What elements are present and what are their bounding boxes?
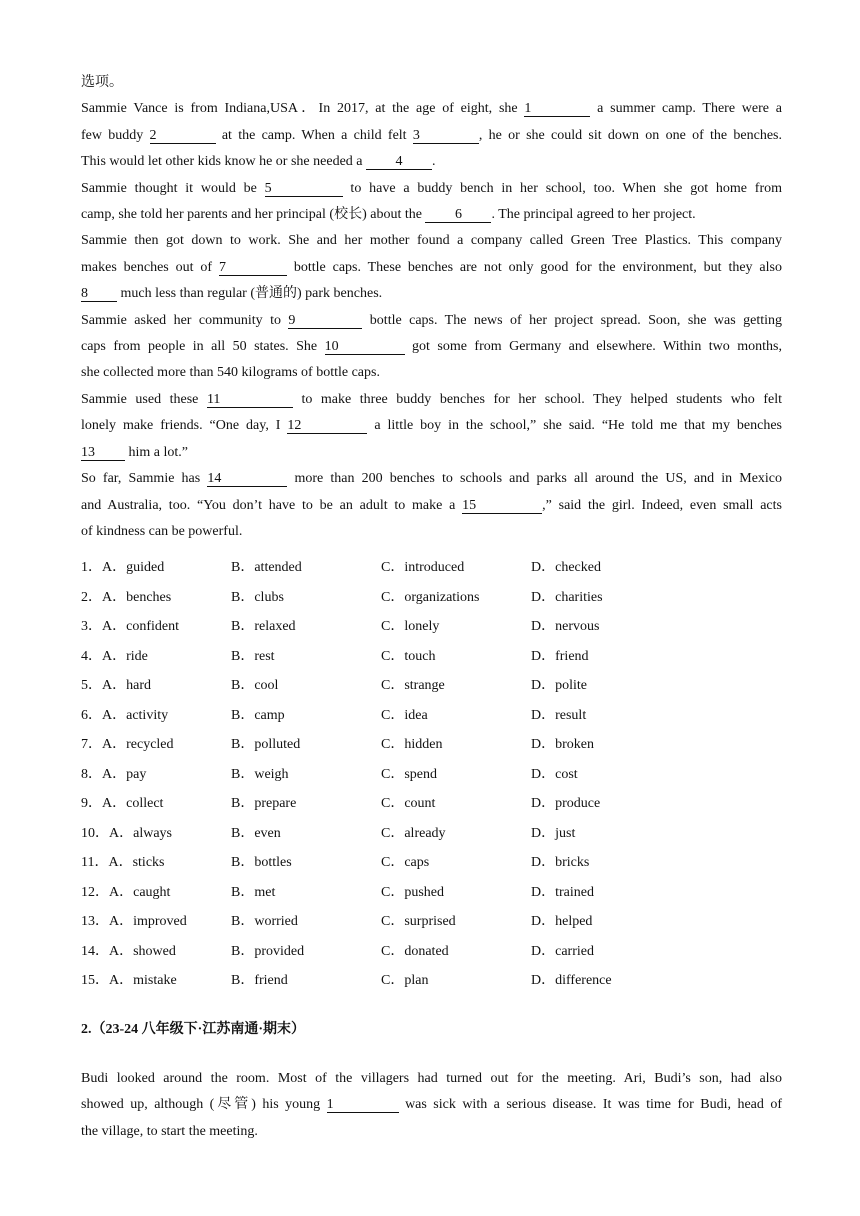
- option-c[interactable]: C．already: [381, 825, 446, 841]
- option-d[interactable]: D．result: [531, 707, 587, 723]
- passage-line: [81, 149, 782, 175]
- passage-line: Sammie then got down to work. She and her mother found a company called Green Tree Plastics. This company: [81, 233, 782, 249]
- text: . The principal agreed to her project.: [491, 207, 696, 223]
- option-d[interactable]: D．helped: [531, 914, 593, 929]
- text: Sammie Vance is from Indiana,USA．In 2017, at the age of eight, she: [81, 101, 525, 117]
- option-row: [81, 937, 782, 967]
- option-b[interactable]: B．cool: [231, 678, 279, 693]
- text: more than 200 benches to schools and parks all around the US, and in Mexico: [287, 471, 783, 487]
- passage-line: [81, 387, 782, 413]
- passage-line: the village, to start the meeting.: [81, 1123, 258, 1139]
- passage-line: [81, 334, 782, 360]
- passage-line: [81, 440, 782, 466]
- option-a[interactable]: 12．A．caught: [81, 884, 171, 900]
- option-c[interactable]: C．surprised: [381, 914, 456, 929]
- text: him a lot.”: [125, 444, 188, 460]
- option-d[interactable]: D．polite: [531, 678, 587, 693]
- passage-2: [81, 1066, 782, 1145]
- blank-14[interactable]: 14: [207, 471, 287, 487]
- option-a[interactable]: 11．A．sticks: [81, 855, 165, 870]
- option-a[interactable]: 13．A．improved: [81, 914, 187, 929]
- option-a[interactable]: 14．A．showed: [81, 943, 176, 959]
- option-a[interactable]: 15．A．mistake: [81, 973, 177, 988]
- text: lonely make friends. “One day, I: [81, 418, 288, 434]
- text: .: [432, 154, 436, 170]
- option-a[interactable]: 4．A．ride: [81, 648, 148, 664]
- option-c[interactable]: C．donated: [381, 943, 449, 959]
- option-row: [81, 642, 782, 672]
- text: ,” said the girl. Indeed, even small acts: [542, 497, 782, 513]
- option-d[interactable]: D．bricks: [531, 855, 590, 870]
- text: bottle caps. The news of her project spread. Soon, she was getting: [362, 312, 783, 328]
- option-c[interactable]: C．pushed: [381, 884, 444, 900]
- blank-15[interactable]: 15: [462, 498, 542, 514]
- text: Sammie used these: [81, 391, 207, 407]
- text: bottle caps. These benches are not only good for the environment, but they also: [286, 259, 782, 275]
- option-d[interactable]: D．nervous: [531, 619, 600, 634]
- option-a[interactable]: 3．A．confident: [81, 619, 179, 634]
- blank-8[interactable]: 8: [81, 286, 117, 302]
- option-b[interactable]: B．attended: [231, 560, 302, 575]
- option-c[interactable]: C．strange: [381, 678, 445, 693]
- blank-1[interactable]: 1: [327, 1097, 399, 1113]
- blank-11[interactable]: 11: [207, 392, 293, 408]
- passage-line: [81, 308, 782, 334]
- option-b[interactable]: B．even: [231, 825, 281, 841]
- blank-1[interactable]: 1: [524, 101, 590, 117]
- passage-line: [81, 202, 782, 228]
- option-d[interactable]: D．just: [531, 825, 576, 841]
- blank-5[interactable]: 5: [265, 181, 343, 197]
- passage-line: [81, 493, 782, 519]
- option-b[interactable]: B．weigh: [231, 766, 289, 782]
- blank-2[interactable]: 2: [150, 128, 216, 144]
- blank-3[interactable]: 3: [413, 128, 479, 144]
- option-row: [81, 583, 782, 613]
- option-d[interactable]: D．charities: [531, 589, 603, 605]
- blank-10[interactable]: 10: [325, 339, 405, 355]
- option-row: [81, 789, 782, 819]
- blank-7[interactable]: 7: [219, 260, 287, 276]
- text: was sick with a serious disease. It was time for Budi, head of: [398, 1097, 782, 1113]
- option-d[interactable]: D．difference: [531, 973, 612, 988]
- option-row: [81, 848, 782, 878]
- blank-4[interactable]: 4: [366, 154, 432, 170]
- passage-line: of kindness can be powerful.: [81, 523, 243, 539]
- text: to make three buddy benches for her school. They helped students who felt: [292, 391, 782, 407]
- option-b[interactable]: B．relaxed: [231, 619, 296, 634]
- option-a[interactable]: 7．A．recycled: [81, 737, 174, 752]
- text: Sammie asked her community to: [81, 312, 289, 328]
- passage-line: [81, 96, 782, 122]
- option-b[interactable]: B．bottles: [231, 855, 292, 870]
- passage-line: she collected more than 540 kilograms of bottle caps.: [81, 365, 380, 381]
- option-c[interactable]: C．organizations: [381, 589, 480, 605]
- option-a[interactable]: 10．A．always: [81, 825, 172, 841]
- option-row: [81, 701, 782, 731]
- passage-line: [81, 413, 782, 439]
- option-row: [81, 671, 782, 701]
- option-d[interactable]: D．broken: [531, 737, 594, 752]
- passage-line: [81, 255, 782, 281]
- option-b[interactable]: B．clubs: [231, 589, 284, 605]
- option-a[interactable]: 1．A．guided: [81, 560, 165, 575]
- option-a[interactable]: 5．A．hard: [81, 678, 151, 693]
- option-row: [81, 878, 782, 908]
- section-2-title: 2.（23-24 八年级下·江苏南通·期末）: [81, 1022, 305, 1037]
- option-b[interactable]: B．camp: [231, 707, 285, 723]
- option-row: [81, 966, 782, 996]
- passage-line: [81, 176, 782, 202]
- text: Sammie thought it would be: [81, 180, 265, 196]
- options-list: [81, 553, 782, 996]
- option-c[interactable]: C．hidden: [381, 737, 443, 752]
- text: to have a buddy bench in her school, too. When she got home from: [342, 180, 782, 196]
- option-d[interactable]: D．checked: [531, 560, 601, 575]
- option-d[interactable]: D．carried: [531, 943, 594, 959]
- blank-6[interactable]: 6: [425, 207, 491, 223]
- option-row: [81, 907, 782, 937]
- option-c[interactable]: C．caps: [381, 855, 430, 870]
- option-c[interactable]: C．plan: [381, 973, 429, 988]
- blank-12[interactable]: 12: [287, 418, 367, 434]
- option-row: [81, 553, 782, 583]
- option-row: [81, 612, 782, 642]
- option-b[interactable]: B．worried: [231, 914, 298, 929]
- option-a[interactable]: 9．A．collect: [81, 796, 164, 811]
- text: makes benches out of: [81, 259, 219, 275]
- option-c[interactable]: C．introduced: [381, 560, 465, 575]
- option-b[interactable]: B．polluted: [231, 737, 301, 752]
- option-row: [81, 819, 782, 849]
- option-b[interactable]: B．provided: [231, 943, 305, 959]
- blank-9[interactable]: 9: [288, 313, 362, 329]
- passage-line: [81, 123, 782, 149]
- option-b[interactable]: B．rest: [231, 648, 275, 664]
- option-b[interactable]: B．prepare: [231, 796, 297, 811]
- option-row: [81, 760, 782, 790]
- text: got some from Germany and elsewhere. Within two months,: [404, 339, 782, 355]
- intro-text: 选项。: [81, 75, 123, 90]
- option-b[interactable]: B．met: [231, 884, 276, 900]
- passage-line: [81, 281, 782, 307]
- text: a little boy in the school,” she said. “He told me that my benches: [367, 418, 782, 434]
- text: few buddy: [81, 127, 150, 143]
- text: So far, Sammie has: [81, 471, 208, 487]
- option-row: [81, 730, 782, 760]
- option-a[interactable]: 8．A．pay: [81, 766, 147, 782]
- option-c[interactable]: C．idea: [381, 707, 428, 723]
- passage-line: [81, 466, 782, 492]
- passage-line: Budi looked around the room. Most of the villagers had turned out for the meeting. Ari, Budi’s son, had also: [81, 1071, 782, 1086]
- text: camp, she told her parents and her principal (校长) about the: [81, 207, 426, 223]
- option-a[interactable]: 6．A．activity: [81, 707, 169, 723]
- text: showed up, although (尽管) his young: [81, 1097, 327, 1113]
- option-c[interactable]: C．lonely: [381, 619, 440, 634]
- passage-line: [81, 1092, 782, 1118]
- text: at the camp. When a child felt: [215, 127, 413, 143]
- text: much less than regular (普通的) park benches.: [117, 286, 383, 302]
- option-c[interactable]: C．count: [381, 796, 436, 811]
- text: , he or she could sit down on one of the benches.: [478, 127, 782, 143]
- option-d[interactable]: D．produce: [531, 796, 601, 811]
- option-c[interactable]: C．touch: [381, 648, 436, 664]
- blank-13[interactable]: 13: [81, 445, 125, 461]
- text: a summer camp. There were a: [590, 101, 783, 117]
- text: and Australia, too. “You don’t have to be an adult to make a: [81, 497, 463, 513]
- option-a[interactable]: 2．A．benches: [81, 589, 172, 605]
- option-d[interactable]: D．trained: [531, 884, 594, 900]
- option-c[interactable]: C．spend: [381, 766, 437, 782]
- passage-1: [81, 70, 782, 545]
- option-b[interactable]: B．friend: [231, 973, 288, 988]
- option-d[interactable]: D．friend: [531, 648, 589, 664]
- text: caps from people in all 50 states. She: [81, 339, 325, 355]
- option-d[interactable]: D．cost: [531, 766, 578, 782]
- text: This would let other kids know he or she needed a: [81, 154, 366, 170]
